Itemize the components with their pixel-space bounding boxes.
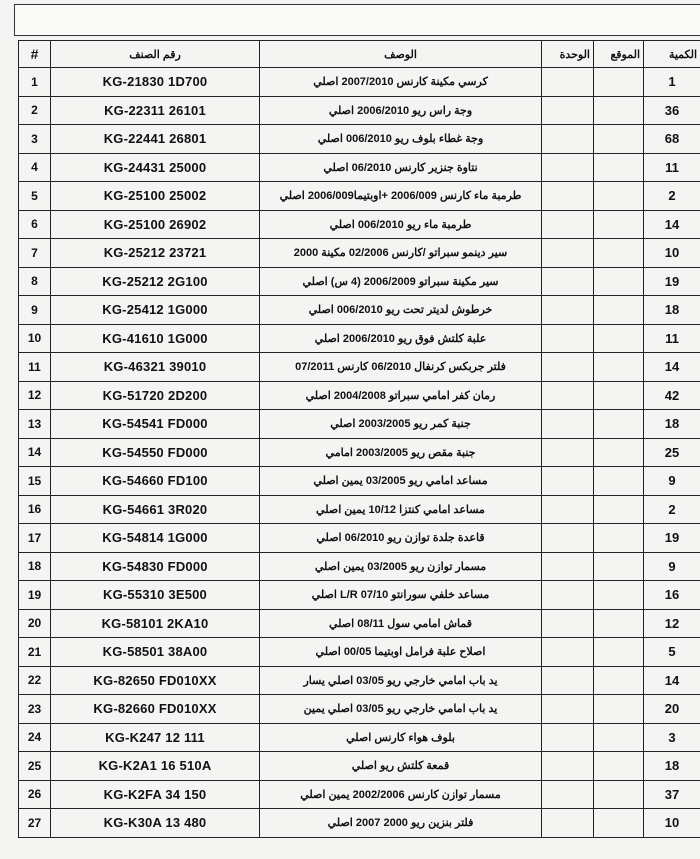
row-num: 25	[19, 752, 51, 781]
location-cell	[594, 267, 644, 296]
quantity-cell: 18	[644, 752, 700, 781]
row-num: 8	[19, 267, 51, 296]
unit-cell	[542, 182, 594, 211]
table-row	[19, 467, 700, 496]
part-code: KG-K2FA 34 150	[51, 780, 260, 809]
part-description: نتاوة جنزير كارنس 06/2010 اصلي	[260, 153, 542, 182]
location-cell	[594, 752, 644, 781]
unit-cell	[542, 809, 594, 838]
unit-cell	[542, 438, 594, 467]
row-num: 13	[19, 410, 51, 439]
unit-cell	[542, 638, 594, 667]
part-code: KG-54550 FD000	[51, 438, 260, 467]
table-row	[19, 324, 700, 353]
unit-cell	[542, 353, 594, 382]
part-description: فلتر جربكس كرنفال 06/2010 كارنس 07/2011	[260, 353, 542, 382]
row-num: 6	[19, 210, 51, 239]
part-code: KG-46321 39010	[51, 353, 260, 382]
part-description: اصلاح علبة فرامل اوبتيما 00/05 اصلي	[260, 638, 542, 667]
part-code: KG-54541 FD000	[51, 410, 260, 439]
table-header-row	[19, 41, 700, 68]
table-row	[19, 410, 700, 439]
part-description: رمان كفر امامي سبراتو 2004/2008 اصلي	[260, 381, 542, 410]
header-location: الموقع	[594, 41, 644, 68]
location-cell	[594, 809, 644, 838]
quantity-cell: 14	[644, 666, 700, 695]
row-num: 14	[19, 438, 51, 467]
table-row	[19, 695, 700, 724]
table-row	[19, 609, 700, 638]
location-cell	[594, 381, 644, 410]
part-description: مساعد خلفي سورانتو L/R 07/10 اصلي	[260, 581, 542, 610]
unit-cell	[542, 780, 594, 809]
location-cell	[594, 552, 644, 581]
quantity-cell: 42	[644, 381, 700, 410]
part-description: قمعة كلتش ريو اصلي	[260, 752, 542, 781]
unit-cell	[542, 524, 594, 553]
row-num: 23	[19, 695, 51, 724]
unit-cell	[542, 723, 594, 752]
unit-cell	[542, 324, 594, 353]
quantity-cell: 9	[644, 552, 700, 581]
part-code: KG-K247 12 111	[51, 723, 260, 752]
quantity-cell: 11	[644, 153, 700, 182]
part-code: KG-55310 3E500	[51, 581, 260, 610]
row-num: 7	[19, 239, 51, 268]
location-cell	[594, 723, 644, 752]
part-description: قاعدة جلدة توازن ريو 06/2010 اصلي	[260, 524, 542, 553]
row-num: 1	[19, 68, 51, 97]
part-description: وجة راس ريو 2006/2010 اصلي	[260, 96, 542, 125]
part-code: KG-22441 26801	[51, 125, 260, 154]
quantity-cell: 14	[644, 353, 700, 382]
location-cell	[594, 410, 644, 439]
quantity-cell: 10	[644, 809, 700, 838]
part-description: سير مكينة سبراتو 2006/2009 (4 س) اصلي	[260, 267, 542, 296]
row-num: 18	[19, 552, 51, 581]
unit-cell	[542, 239, 594, 268]
quantity-cell: 2	[644, 182, 700, 211]
unit-cell	[542, 267, 594, 296]
unit-cell	[542, 96, 594, 125]
location-cell	[594, 96, 644, 125]
part-code: KG-24431 25000	[51, 153, 260, 182]
location-cell	[594, 524, 644, 553]
part-code: KG-25412 1G000	[51, 296, 260, 325]
part-code: KG-51720 2D200	[51, 381, 260, 410]
table-row	[19, 353, 700, 382]
table-row	[19, 381, 700, 410]
row-num: 12	[19, 381, 51, 410]
table-row	[19, 809, 700, 838]
part-description: مسمار توازن كارنس 2002/2006 يمين اصلي	[260, 780, 542, 809]
unit-cell	[542, 609, 594, 638]
location-cell	[594, 666, 644, 695]
part-description: قماش امامي سول 08/11 اصلي	[260, 609, 542, 638]
part-code: KG-82660 FD010XX	[51, 695, 260, 724]
quantity-cell: 18	[644, 296, 700, 325]
location-cell	[594, 324, 644, 353]
table-row	[19, 581, 700, 610]
location-cell	[594, 695, 644, 724]
table-body	[19, 68, 700, 838]
part-description: علبة كلتش فوق ريو 2006/2010 اصلي	[260, 324, 542, 353]
quantity-cell: 14	[644, 210, 700, 239]
part-code: KG-25212 2G100	[51, 267, 260, 296]
part-code: KG-54661 3R020	[51, 495, 260, 524]
part-code: KG-21830 1D700	[51, 68, 260, 97]
header-quantity: الكمية	[644, 41, 700, 68]
location-cell	[594, 353, 644, 382]
location-cell	[594, 581, 644, 610]
unit-cell	[542, 752, 594, 781]
location-cell	[594, 210, 644, 239]
row-num: 24	[19, 723, 51, 752]
quantity-cell: 68	[644, 125, 700, 154]
row-num: 10	[19, 324, 51, 353]
location-cell	[594, 467, 644, 496]
part-description: جنبة مقص ريو 2003/2005 امامي	[260, 438, 542, 467]
location-cell	[594, 239, 644, 268]
quantity-cell: 2	[644, 495, 700, 524]
quantity-cell: 19	[644, 524, 700, 553]
part-code: KG-25212 23721	[51, 239, 260, 268]
quantity-cell: 37	[644, 780, 700, 809]
table-row	[19, 638, 700, 667]
part-description: فلتر بنزين ريو 2000 2007 اصلي	[260, 809, 542, 838]
quantity-cell: 3	[644, 723, 700, 752]
location-cell	[594, 780, 644, 809]
part-code: KG-K30A 13 480	[51, 809, 260, 838]
table-row	[19, 296, 700, 325]
unit-cell	[542, 153, 594, 182]
unit-cell	[542, 410, 594, 439]
row-num: 17	[19, 524, 51, 553]
table-row	[19, 438, 700, 467]
part-description: جنبة كمر ريو 2003/2005 اصلي	[260, 410, 542, 439]
part-description: وجة غطاء بلوف ريو 006/2010 اصلي	[260, 125, 542, 154]
part-description: طرمبة ماء كارنس 2006/009 +اوبتيما2006/009 اصلي	[260, 182, 542, 211]
part-code: KG-41610 1G000	[51, 324, 260, 353]
quantity-cell: 9	[644, 467, 700, 496]
part-code: KG-22311 26101	[51, 96, 260, 125]
location-cell	[594, 182, 644, 211]
row-num: 4	[19, 153, 51, 182]
row-num: 5	[19, 182, 51, 211]
part-code: KG-54830 FD000	[51, 552, 260, 581]
unit-cell	[542, 68, 594, 97]
unit-cell	[542, 581, 594, 610]
part-code: KG-25100 25002	[51, 182, 260, 211]
header-description: الوصف	[260, 41, 542, 68]
table-row	[19, 153, 700, 182]
part-description: مساعد امامي ريو 03/2005 يمين اصلي	[260, 467, 542, 496]
part-description: يد باب امامي خارجي ريو 03/05 اصلي يسار	[260, 666, 542, 695]
quantity-cell: 16	[644, 581, 700, 610]
part-description: خرطوش لديتر تحت ريو 006/2010 اصلي	[260, 296, 542, 325]
part-description: يد باب امامي خارجي ريو 03/05 اصلي يمين	[260, 695, 542, 724]
table-row	[19, 666, 700, 695]
unit-cell	[542, 666, 594, 695]
quantity-cell: 10	[644, 239, 700, 268]
part-code: KG-82650 FD010XX	[51, 666, 260, 695]
header-unit: الوحدة	[542, 41, 594, 68]
quantity-cell: 36	[644, 96, 700, 125]
part-description: طرمبة ماء ريو 006/2010 اصلي	[260, 210, 542, 239]
header-num: #	[19, 41, 51, 68]
row-num: 21	[19, 638, 51, 667]
table-row	[19, 239, 700, 268]
table-row	[19, 267, 700, 296]
location-cell	[594, 638, 644, 667]
quantity-cell: 20	[644, 695, 700, 724]
unit-cell	[542, 495, 594, 524]
quantity-cell: 19	[644, 267, 700, 296]
table-row	[19, 552, 700, 581]
row-num: 2	[19, 96, 51, 125]
quantity-cell: 25	[644, 438, 700, 467]
quantity-cell: 1	[644, 68, 700, 97]
row-num: 9	[19, 296, 51, 325]
location-cell	[594, 68, 644, 97]
table-row	[19, 210, 700, 239]
header-code: رقم الصنف	[51, 41, 260, 68]
location-cell	[594, 438, 644, 467]
table-row	[19, 68, 700, 97]
row-num: 26	[19, 780, 51, 809]
row-num: 3	[19, 125, 51, 154]
unit-cell	[542, 552, 594, 581]
row-num: 20	[19, 609, 51, 638]
table-row	[19, 723, 700, 752]
part-description: سير دينمو سبراتو /كارنس 02/2006 مكينة 2000	[260, 239, 542, 268]
unit-cell	[542, 125, 594, 154]
part-description: مساعد امامي كنتزا 10/12 يمين اصلي	[260, 495, 542, 524]
part-code: KG-54660 FD100	[51, 467, 260, 496]
part-code: KG-25100 26902	[51, 210, 260, 239]
part-code: KG-K2A1 16 510A	[51, 752, 260, 781]
location-cell	[594, 609, 644, 638]
location-cell	[594, 153, 644, 182]
location-cell	[594, 296, 644, 325]
quantity-cell: 12	[644, 609, 700, 638]
quantity-cell: 18	[644, 410, 700, 439]
table-row	[19, 96, 700, 125]
table-row	[19, 752, 700, 781]
table-row	[19, 495, 700, 524]
table-row	[19, 780, 700, 809]
part-code: KG-58101 2KA10	[51, 609, 260, 638]
part-description: كرسي مكينة كارنس 2007/2010 اصلي	[260, 68, 542, 97]
row-num: 15	[19, 467, 51, 496]
unit-cell	[542, 210, 594, 239]
row-num: 16	[19, 495, 51, 524]
location-cell	[594, 495, 644, 524]
unit-cell	[542, 381, 594, 410]
row-num: 22	[19, 666, 51, 695]
quantity-cell: 5	[644, 638, 700, 667]
part-description: مسمار توازن ريو 03/2005 يمين اصلي	[260, 552, 542, 581]
part-code: KG-58501 38A00	[51, 638, 260, 667]
parts-table	[18, 40, 700, 838]
location-cell	[594, 125, 644, 154]
unit-cell	[542, 695, 594, 724]
unit-cell	[542, 296, 594, 325]
row-num: 27	[19, 809, 51, 838]
table-row	[19, 524, 700, 553]
row-num: 19	[19, 581, 51, 610]
part-code: KG-54814 1G000	[51, 524, 260, 553]
part-description: بلوف هواء كارنس اصلي	[260, 723, 542, 752]
row-num: 11	[19, 353, 51, 382]
table-row	[19, 182, 700, 211]
unit-cell	[542, 467, 594, 496]
quantity-cell: 11	[644, 324, 700, 353]
header-box	[14, 4, 700, 36]
table-row	[19, 125, 700, 154]
